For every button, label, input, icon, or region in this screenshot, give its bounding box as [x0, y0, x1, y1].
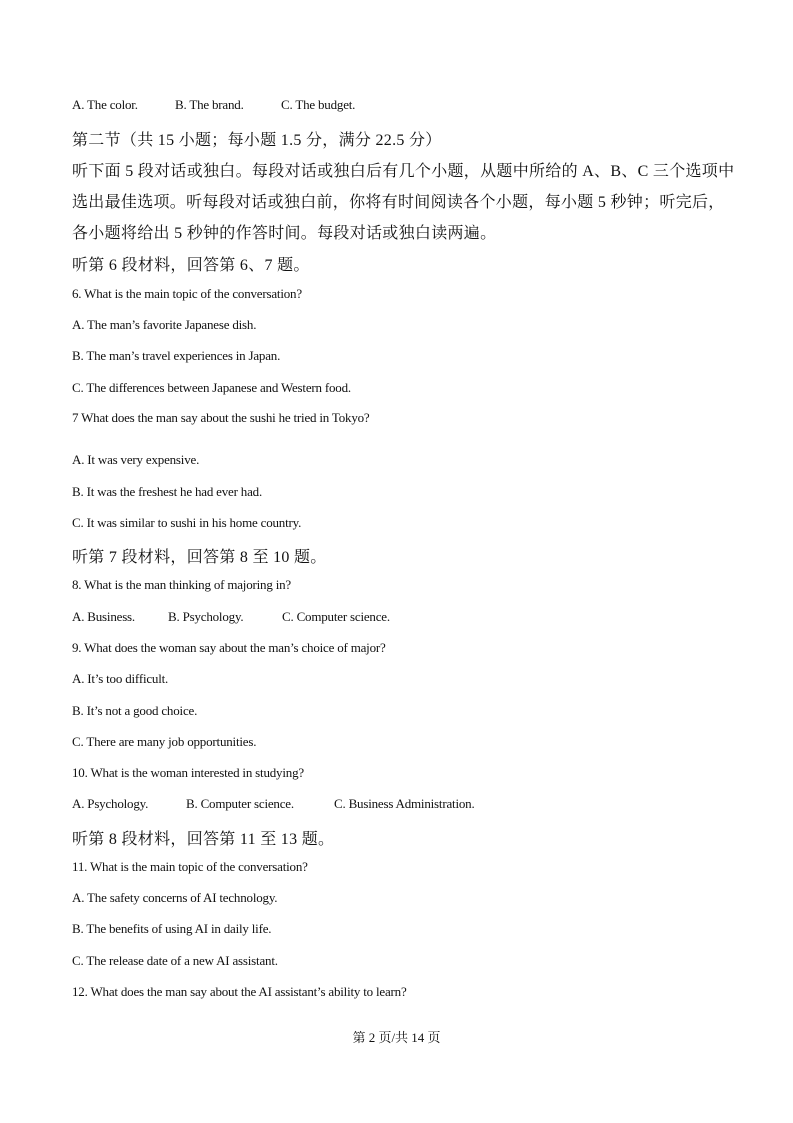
question-stem-9: 9. What does the woman say about the man’s choice of major? [72, 640, 386, 655]
q7-option-c: C. It was similar to sushi in his home country. [72, 515, 302, 530]
page-number: 第 2 页/共 14 页 [352, 1030, 441, 1045]
question-stem-7: 7 What does the man say about the sushi he tried in Tokyo? [72, 410, 370, 425]
q9-option-a: A. It’s too difficult. [72, 671, 169, 686]
q6-option-c: C. The differences between Japanese and Western food. [72, 380, 351, 395]
q5-option-a: A. The color. [72, 97, 138, 112]
section-instruction-line-1: 听下面 5 段对话或独白。每段对话或独白后有几个小题，从题中所给的 A、B、C 三个选项中 [72, 163, 735, 180]
question-stem-6: 6. What is the main topic of the conversation? [72, 286, 302, 301]
q10-options [72, 796, 475, 812]
question-stem-12: 12. What does the man say about the AI assistant’s ability to learn? [72, 984, 407, 999]
question-stem-11: 11. What is the main topic of the conversation? [72, 859, 308, 874]
q8-option-c: C. Computer science. [282, 609, 390, 624]
q7-option-a: A. It was very expensive. [72, 452, 200, 467]
q5-option-b: B. The brand. [175, 97, 244, 112]
group-heading-8: 听第 8 段材料，回答第 11 至 13 题。 [72, 831, 335, 848]
q9-option-c: C. There are many job opportunities. [72, 734, 257, 749]
section-title: 第二节（共 15 小题；每小题 1.5 分，满分 22.5 分） [72, 132, 442, 149]
q10-option-b: B. Computer science. [186, 796, 294, 811]
q8-option-a: A. Business. [72, 609, 135, 624]
question-stem-10: 10. What is the woman interested in studying? [72, 765, 304, 780]
q8-options [72, 609, 390, 625]
q8-option-b: B. Psychology. [168, 609, 244, 624]
q11-option-a: A. The safety concerns of AI technology. [72, 890, 278, 905]
q9-option-b: B. It’s not a good choice. [72, 703, 198, 718]
q10-option-a: A. Psychology. [72, 796, 149, 811]
group-heading-7: 听第 7 段材料，回答第 8 至 10 题。 [72, 549, 327, 566]
section-instruction-line-3: 各小题将给出 5 秒钟的作答时间。每段对话或独白读两遍。 [72, 225, 497, 242]
q6-option-a: A. The man’s favorite Japanese dish. [72, 317, 257, 332]
q6-option-b: B. The man’s travel experiences in Japan. [72, 348, 281, 363]
q5-options [72, 97, 355, 113]
question-stem-8: 8. What is the man thinking of majoring in? [72, 577, 291, 592]
q7-option-b: B. It was the freshest he had ever had. [72, 484, 263, 499]
group-heading-6: 听第 6 段材料，回答第 6、7 题。 [72, 257, 310, 274]
section-instruction-line-2: 选出最佳选项。听每段对话或独白前，你将有时间阅读各个小题，每小题 5 秒钟；听完后， [72, 194, 725, 211]
q11-option-c: C. The release date of a new AI assistant. [72, 953, 278, 968]
q5-option-c: C. The budget. [281, 97, 356, 112]
q10-option-c: C. Business Administration. [334, 796, 475, 811]
q11-option-b: B. The benefits of using AI in daily life. [72, 921, 272, 936]
